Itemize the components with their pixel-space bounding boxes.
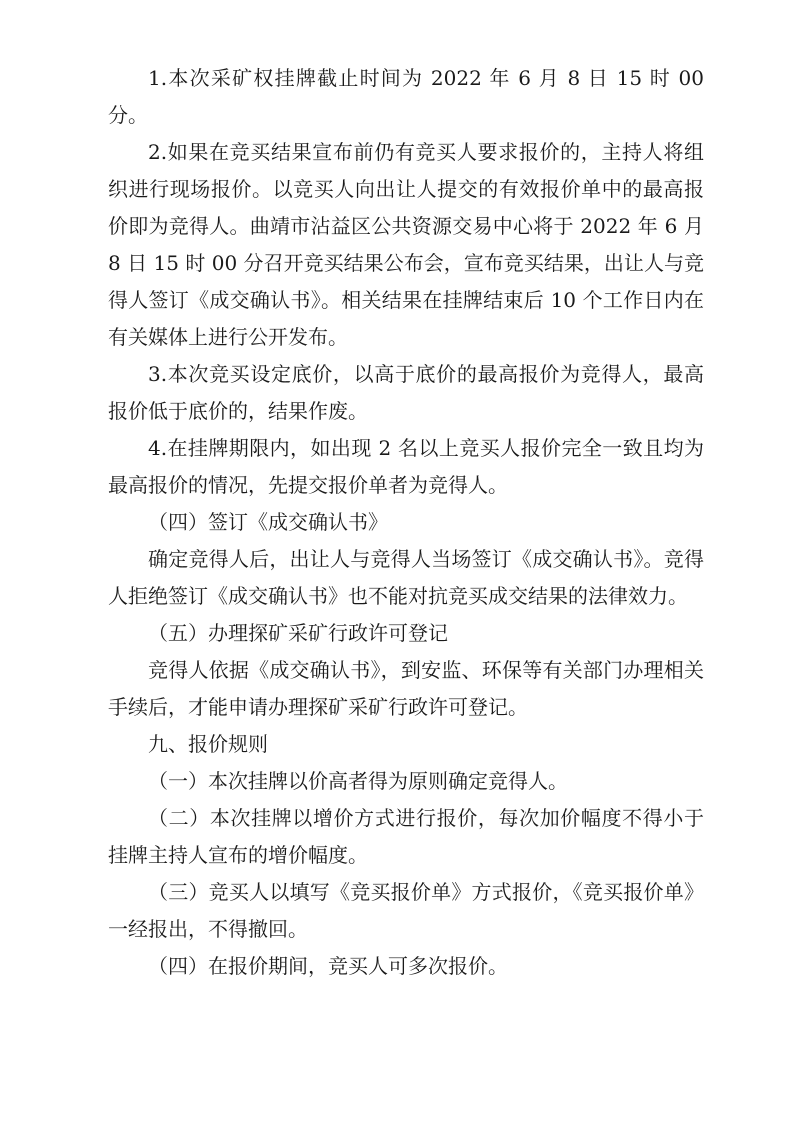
paragraph-tie-rule: 4.在挂牌期限内，如出现 2 名以上竞买人报价完全一致且均为最高报价的情况，先提交报价单者为竞得人。 xyxy=(108,436,704,497)
rule-highest-bid: （一）本次挂牌以价高者得为原则确定竞得人。 xyxy=(148,769,568,793)
paragraph-onsite-bidding: 2.如果在竞买结果宣布前仍有竞买人要求报价的，主持人将组织进行现场报价。以竞买人向出让人提交的有效报价单中的最高报价即为竞得人。曲靖市沾益区公共资源交易中心将于 2022 年 6 月 8 日 15 时 00 分召开竞买结果公布会，宣布竞买结果，出让人与竞得人签订《成交确认书》。相关结果在挂牌结束后 10 个工作日内在有关媒体上进行公开发布。 xyxy=(108,140,704,349)
heading-sign-confirmation: （四）签订《成交确认书》 xyxy=(148,510,388,534)
rule-multiple-bids: （四）在报价期间，竞买人可多次报价。 xyxy=(148,954,508,978)
paragraph-reserve-price: 3.本次竞买设定底价，以高于底价的最高报价为竞得人，最高报价低于底价的，结果作废。 xyxy=(108,362,704,423)
document-body xyxy=(108,60,704,985)
section-heading-bidding-rules: 九、报价规则 xyxy=(148,732,268,756)
paragraph-sign-confirmation: 确定竞得人后，出让人与竞得人当场签订《成交确认书》。竞得人拒绝签订《成交确认书》也不能对抗竞买成交结果的法律效力。 xyxy=(108,547,704,608)
heading-permit-registration: （五）办理探矿采矿行政许可登记 xyxy=(148,621,448,645)
paragraph-deadline: 1.本次采矿权挂牌截止时间为 2022 年 6 月 8 日 15 时 00 分。 xyxy=(108,66,704,127)
rule-bid-form: （三）竞买人以填写《竞买报价单》方式报价，《竞买报价单》一经报出，不得撤回。 xyxy=(108,880,704,941)
rule-increment: （二）本次挂牌以增价方式进行报价，每次加价幅度不得小于挂牌主持人宣布的增价幅度。 xyxy=(108,806,704,867)
paragraph-permit-registration: 竞得人依据《成交确认书》，到安监、环保等有关部门办理相关手续后，才能申请办理探矿采矿行政许可登记。 xyxy=(108,658,704,719)
